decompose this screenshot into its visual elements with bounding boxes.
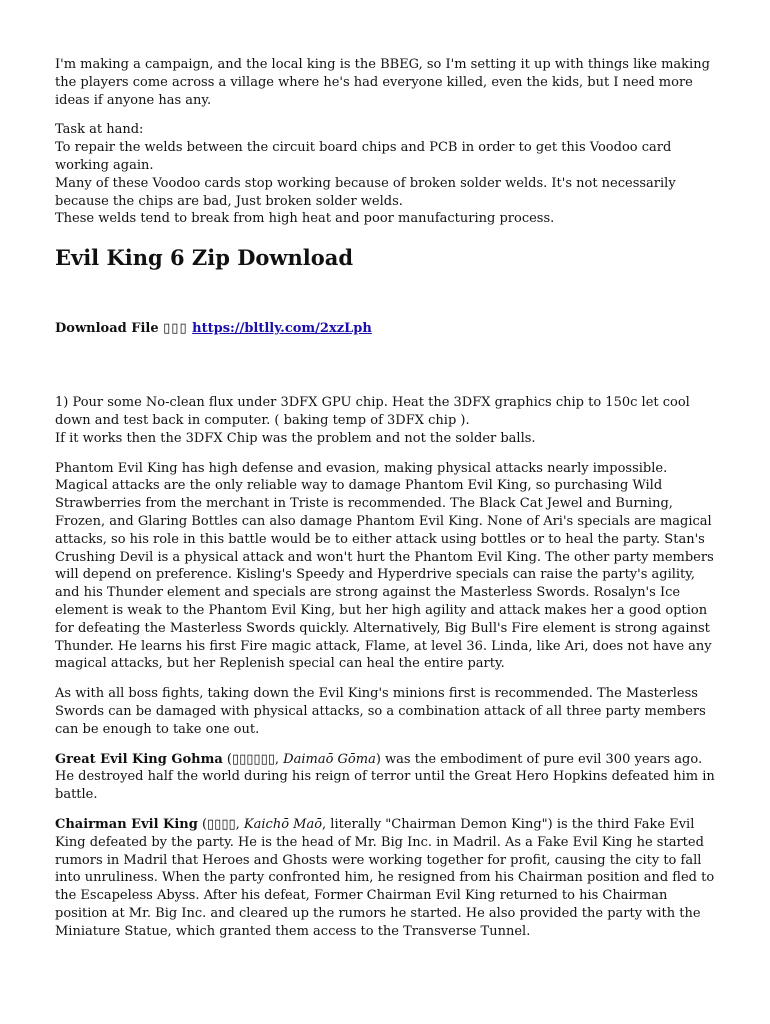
chairman-name: Chairman Evil King [55, 816, 198, 832]
page-heading: Evil King 6 Zip Download [55, 245, 354, 271]
download-label: Download File [55, 321, 159, 337]
task-line: These welds tend to break from high heat and poor manufacturing process. [55, 211, 555, 227]
document-page [55, 56, 720, 940]
chairman-romaji: Kaichō Maō [243, 816, 323, 832]
gohma-romaji: Daimaō Gōma [283, 751, 376, 767]
minions-paragraph: As with all boss fights, taking down the Evil King's minions first is recommended. The Masterless Swords can be damaged with physical attacks, so a combination attack of all three party members can be enough to take one out. [55, 686, 706, 737]
steps-block [55, 394, 720, 447]
gohma-name: Great Evil King Gohma [55, 751, 223, 767]
missing-glyph-boxes: ▯▯▯▯ [207, 816, 236, 832]
task-line: Many of these Voodoo cards stop working because of broken solder welds. It's not necessarily because the chips are bad, Just broken solder welds. [55, 175, 676, 209]
download-line [55, 320, 720, 338]
missing-glyph-boxes: ▯▯▯ [163, 321, 188, 337]
task-line: Task at hand: [55, 122, 144, 138]
task-block [55, 121, 720, 228]
download-link[interactable]: https://bltlly.com/2xzLph [192, 321, 372, 337]
gohma-paragraph: Great Evil King Gohma (▯▯▯▯▯▯, Daimaō Gōma) was the embodiment of pure evil 300 years ago. He destroyed half the world during his reign of terror until the Great Hero Hopkins defeated him in battle. [55, 751, 715, 803]
chairman-paragraph: Chairman Evil King (▯▯▯▯, Kaichō Maō, literally "Chairman Demon King") is the third Fake Evil King defeated by the party. He is the head of Mr. Big Inc. in Madril. As a Fake Evil King he started rumors in Madril that Heroes and Ghosts were working together for profit, causing the city to fall into unruliness. When the party confronted him, he resigned from his Chairman position and fled to the Escapeless Abyss. After his defeat, Former Chairman Evil King returned to his Chairman position at Mr. Big Inc. and cleared up the rumors he started. He also provided the party with the Miniature Statue, which granted them access to the Transverse Tunnel. [55, 816, 715, 939]
step-line: If it works then the 3DFX Chip was the problem and not the solder balls. [55, 430, 536, 446]
task-line: To repair the welds between the circuit board chips and PCB in order to get this Voodoo card working again. [55, 140, 672, 173]
step-line: 1) Pour some No-clean flux under 3DFX GPU chip. Heat the 3DFX graphics chip to 150c let cool down and test back in computer. ( baking temp of 3DFX chip ). [55, 395, 690, 428]
phantom-paragraph: Phantom Evil King has high defense and evasion, making physical attacks nearly impossible. Magical attacks are the only reliable way to damage Phantom Evil King, so purchasing Wild Strawberries from the merchant in Triste is recommended. The Black Cat Jewel and Burning, Frozen, and Glaring Bottles can also damage Phantom Evil King. None of Ari's specials are magical attacks, so his role in this battle would be to either attack using bottles or to heal the party. Stan's Crushing Devil is a physical attack and won't hurt the Phantom Evil King. The other party members will depend on preference. Kisling's Speedy and Hyperdrive specials can raise the party's agility, and his Thunder element and specials are strong against the Masterless Swords. Rosalyn's Ice element is weak to the Phantom Evil King, but her high agility and attack makes her a good option for defeating the Masterless Swords quickly. Alternatively, Big Bull's Fire element is strong against Thunder. He learns his first Fire magic attack, Flame, at level 36. Linda, like Ari, does not have any magical attacks, but her Replenish special can heal the entire party. [55, 460, 714, 672]
missing-glyph-boxes: ▯▯▯▯▯▯ [231, 751, 275, 767]
intro-paragraph: I'm making a campaign, and the local king is the BBEG, so I'm setting it up with things like making the players come across a village where he's had everyone killed, even the kids, but I need more ideas if anyone has any. [55, 57, 710, 108]
